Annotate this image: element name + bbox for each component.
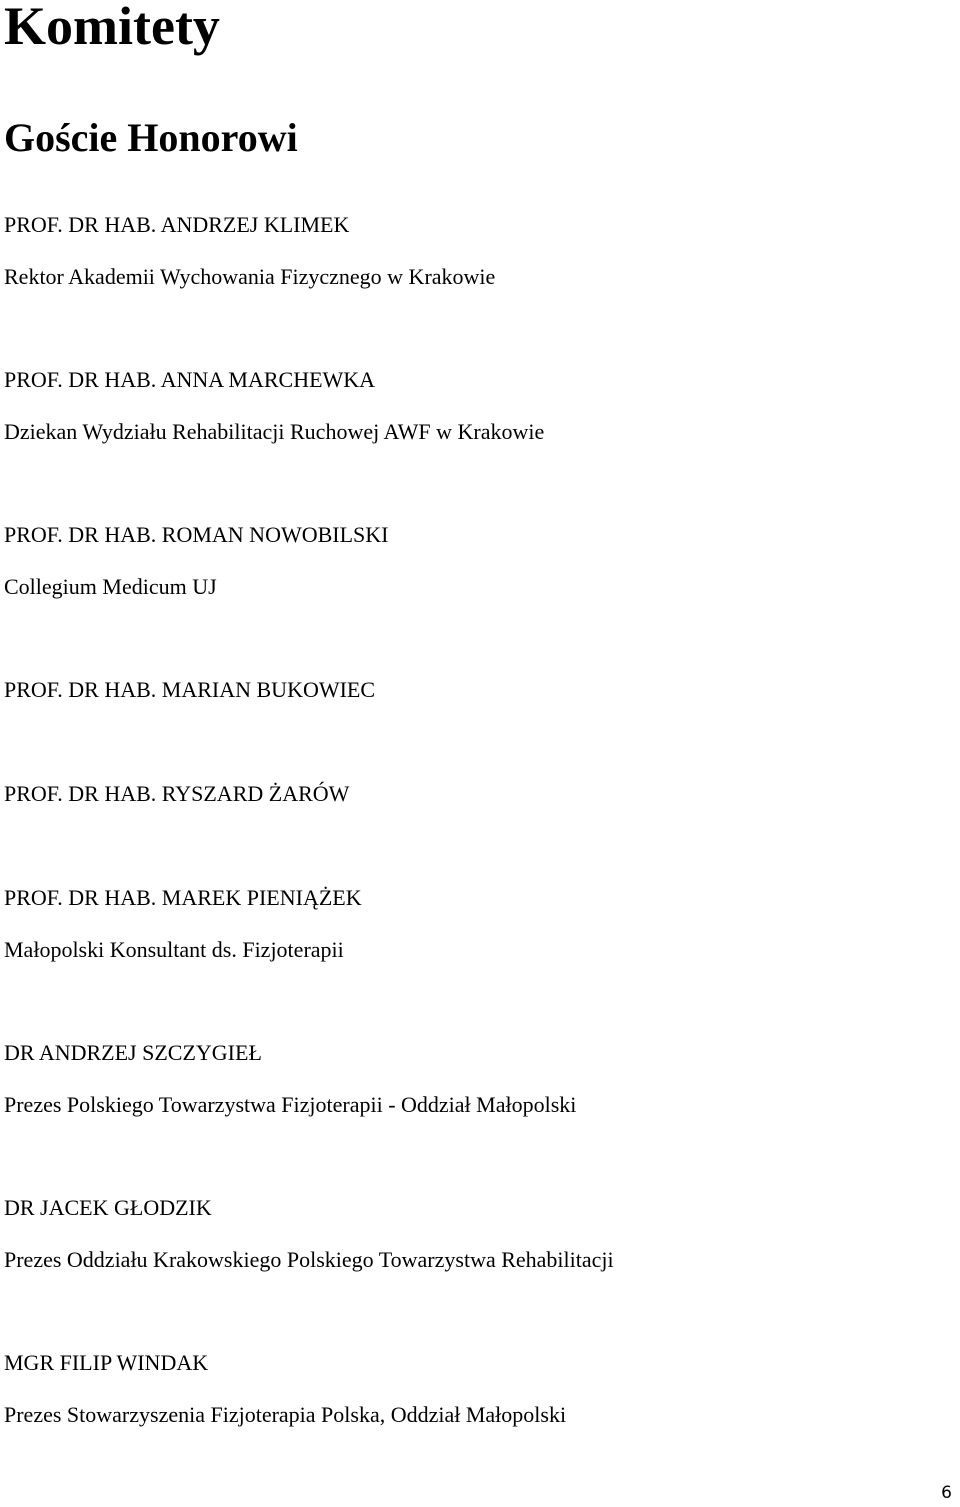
guest-name: PROF. DR HAB. ANDRZEJ KLIMEK: [4, 212, 350, 237]
guest-role: Collegium Medicum UJ: [4, 574, 217, 599]
guest-name: PROF. DR HAB. ROMAN NOWOBILSKI: [4, 522, 389, 547]
guest-name: PROF. DR HAB. MARIAN BUKOWIEC: [4, 677, 376, 702]
guest-role: Małopolski Konsultant ds. Fizjoterapii: [4, 937, 344, 962]
page-title: Komitety: [4, 0, 220, 56]
guest-name: DR JACEK GŁODZIK: [4, 1195, 212, 1220]
guest-role: Prezes Stowarzyszenia Fizjoterapia Polska, Oddział Małopolski: [4, 1402, 567, 1427]
guest-role: Rektor Akademii Wychowania Fizycznego w Krakowie: [4, 264, 496, 289]
page-number: 6: [941, 1483, 952, 1503]
guest-name: PROF. DR HAB. MAREK PIENIĄŻEK: [4, 885, 362, 910]
guest-name: PROF. DR HAB. ANNA MARCHEWKA: [4, 367, 376, 392]
guest-name: PROF. DR HAB. RYSZARD ŻARÓW: [4, 781, 350, 806]
section-title: Goście Honorowi: [4, 115, 298, 160]
guest-name: DR ANDRZEJ SZCZYGIEŁ: [4, 1040, 262, 1065]
guest-name: MGR FILIP WINDAK: [4, 1350, 209, 1375]
guest-role: Prezes Polskiego Towarzystwa Fizjoterapii - Oddział Małopolski: [4, 1092, 577, 1117]
guest-role: Dziekan Wydziału Rehabilitacji Ruchowej AWF w Krakowie: [4, 419, 545, 444]
guest-role: Prezes Oddziału Krakowskiego Polskiego Towarzystwa Rehabilitacji: [4, 1247, 614, 1272]
